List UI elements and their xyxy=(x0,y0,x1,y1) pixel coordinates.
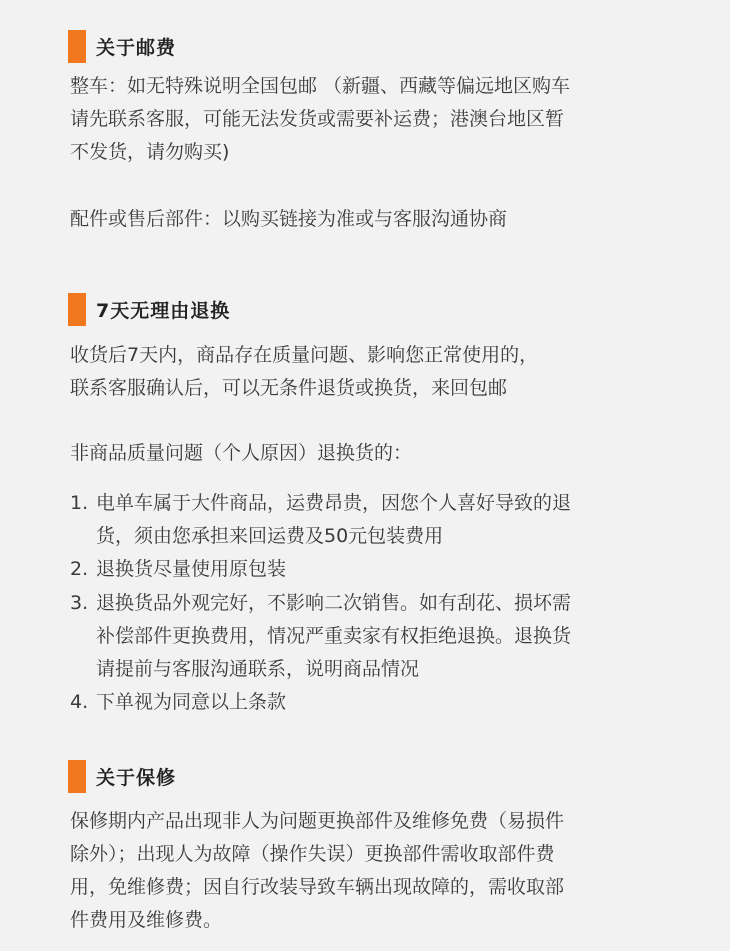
text-line: 整车：如无特殊说明全国包邮 （新疆、西藏等偏远地区购车 xyxy=(70,75,571,97)
list-item xyxy=(70,587,700,686)
list-number: 3. xyxy=(70,592,89,614)
list-number: 4. xyxy=(70,691,89,713)
list-item-text: 请提前与客服沟通联系，说明商品情况 xyxy=(96,658,420,680)
warranty-section-header xyxy=(68,759,176,793)
list-item-text: 退换货尽量使用原包装 xyxy=(96,558,287,580)
list-item-text: 下单视为同意以上条款 xyxy=(96,691,287,713)
list-item xyxy=(70,686,700,719)
postage-section-header xyxy=(68,29,176,63)
accent-bar xyxy=(68,30,86,63)
returns-title: 7天无理由退换 xyxy=(96,299,231,322)
list-item-text: 电单车属于大件商品，运费昂贵，因您个人喜好导致的退 xyxy=(96,492,572,514)
text-line: 除外）；出现人为故障（操作失误）更换部件需收取部件费 xyxy=(70,843,555,865)
list-number: 2. xyxy=(70,558,89,580)
list-item xyxy=(70,487,700,553)
accent-bar xyxy=(68,760,86,793)
postage-paragraph xyxy=(70,70,700,169)
returns-paragraph xyxy=(70,339,700,405)
list-item-text: 退换货品外观完好，不影响二次销售。如有刮花、损坏需 xyxy=(96,592,572,614)
parts-note xyxy=(70,203,700,236)
postage-title: 关于邮费 xyxy=(96,36,177,59)
text-line: 联系客服确认后，可以无条件退货或换货，来回包邮 xyxy=(70,377,508,399)
warranty-paragraph xyxy=(70,805,700,937)
text-line: 请先联系客服，可能无法发货或需要补运费；港澳台地区暂 xyxy=(70,108,565,130)
text-line: 收货后7天内，商品存在质量问题、影响您正常使用的， xyxy=(70,344,539,366)
list-item-text: 补偿部件更换费用，情况严重卖家有权拒绝退换。退换货 xyxy=(96,625,572,647)
returns-section-header xyxy=(68,292,230,326)
non-quality-heading xyxy=(70,437,700,470)
text-line: 保修期内产品出现非人为问题更换部件及维修免费（易损件 xyxy=(70,810,565,832)
text-line: 非商品质量问题（个人原因）退换货的： xyxy=(70,442,413,464)
accent-bar xyxy=(68,293,86,326)
text-line: 不发货，请勿购买) xyxy=(70,141,230,163)
warranty-title: 关于保修 xyxy=(96,766,177,789)
text-line: 用，免维修费；因自行改装导致车辆出现故障的，需收取部 xyxy=(70,876,565,898)
text-line: 件费用及维修费。 xyxy=(70,909,223,931)
list-item xyxy=(70,553,700,586)
text-line: 配件或售后部件：以购买链接为准或与客服沟通协商 xyxy=(70,208,508,230)
list-item-text: 货，须由您承担来回运费及50元包装费用 xyxy=(96,525,444,547)
list-number: 1. xyxy=(70,492,89,514)
